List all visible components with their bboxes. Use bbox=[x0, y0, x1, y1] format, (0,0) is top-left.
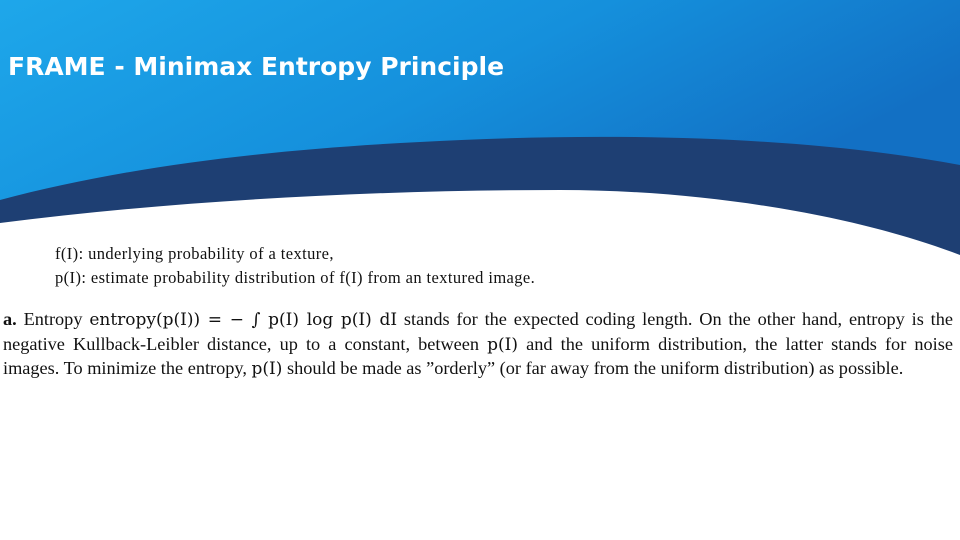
slide-title: FRAME - Minimax Entropy Principle bbox=[8, 52, 505, 81]
paragraph-word-entropy: Entropy bbox=[23, 309, 83, 329]
paragraph-text-3: should be made as ”orderly” (or far away from the uniform distribution) as possible. bbox=[286, 358, 904, 378]
definition-p-of-i: p(I): estimate probability distribution of f(I) from an textured image. bbox=[55, 268, 536, 287]
entropy-formula: entropy(p(I)) = − ∫ p(I) log p(I) dI bbox=[89, 310, 398, 330]
paragraph-p-of-i-1: p(I) bbox=[487, 334, 519, 355]
definitions-block bbox=[55, 242, 535, 290]
paragraph-text-2: and the uniform distribution, the latter stands for noise images. To minimize the entropy, bbox=[3, 333, 953, 378]
header-banner bbox=[0, 0, 960, 260]
entropy-paragraph bbox=[3, 308, 953, 382]
paragraph-p-of-i-2: p(I) bbox=[251, 359, 283, 379]
paragraph-text-1: stands for the expected coding length. On the other hand, entropy is the negative Kullback-Leibler distance, up to a constant, between bbox=[3, 309, 953, 354]
definition-f-of-i: f(I): underlying probability of a texture, bbox=[55, 244, 334, 263]
paragraph-lead-label: a. bbox=[3, 309, 17, 329]
